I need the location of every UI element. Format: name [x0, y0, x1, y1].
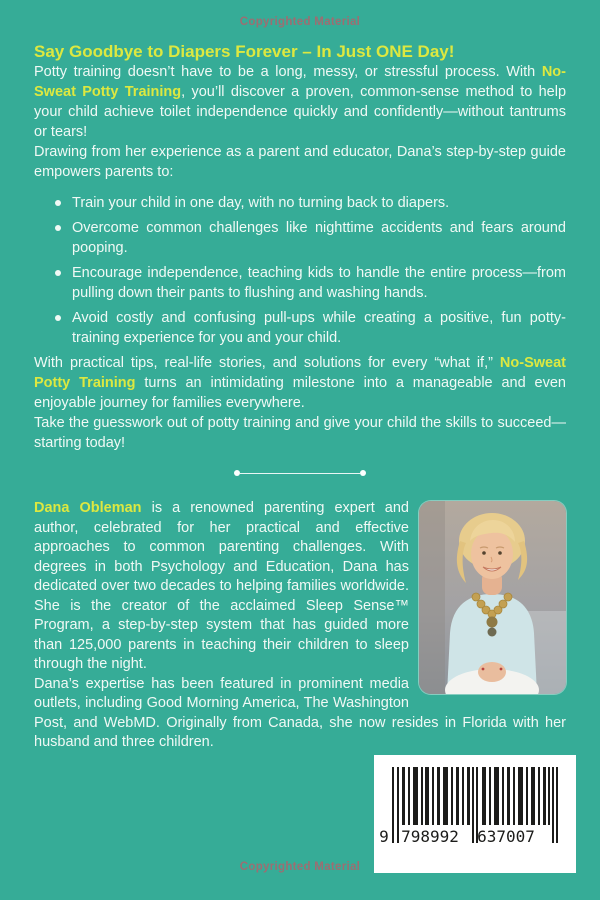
benefit-item: Avoid costly and confusing pull-ups while creating a positive, fun potty-training experience for you and your child. — [34, 308, 566, 348]
author-bio-section — [34, 499, 566, 753]
copyright-bottom-label: Copyrighted Material — [239, 861, 361, 873]
divider-line — [240, 473, 360, 474]
author-portrait-illustration — [419, 501, 566, 694]
benefits-text-post: turns an intimidating milestone into a manageable and even enjoyable journey for families everywhere. — [34, 375, 566, 411]
benefits-text-pre: With practical tips, real-life stories, and solutions for every “what if,” — [34, 355, 500, 371]
book-title-highlight: No-Sweat Potty Training — [34, 64, 566, 100]
intro-paragraph — [34, 62, 566, 142]
benefits-list — [34, 193, 566, 348]
intro-text-post: , you’ll discover a proven, common-sense method to help your child achieve toilet independence quickly and confidently—without tantrums or tears! — [34, 84, 567, 140]
barcode-digit-group-left: 798992 — [401, 827, 459, 846]
benefit-item: Encourage independence, teaching kids to handle the entire process—from pulling down their pants to flushing and washing hands. — [34, 263, 566, 303]
barcode-digit-lead: 9 — [379, 827, 389, 846]
book-title-highlight: No-Sweat Potty Training — [34, 355, 566, 391]
intro-text-pre: Potty training doesn’t have to be a long, messy, or stressful process. With — [34, 64, 542, 80]
benefits-paragraph — [34, 353, 566, 413]
cta-paragraph: Take the guesswork out of potty training and give your child the skills to succeed—starting today! — [34, 415, 566, 451]
benefit-item: Train your child in one day, with no turning back to diapers. — [34, 193, 566, 213]
barcode — [374, 755, 576, 873]
author-name-highlight: Dana Obleman — [34, 500, 142, 516]
media-paragraph: Dana’s expertise has been featured in prominent media outlets, including Good Morning America, The Washington Post, and WebMD. Originally from Canada, she now resides in Florida with her husband and three children. — [34, 675, 566, 750]
bio-text: is a renowned parenting expert and author, celebrated for her practical and effective approaches to common parenting challenges. With degrees in both Psychology and Education, Dana has dedicated over two decades to helping families worldwide. She is the creator of the acclaimed Sleep Sense™ Program, a step-by-step system that has guided more than 125,000 parents in teaching their children to sleep through the night. — [34, 500, 409, 672]
section-divider — [234, 470, 366, 476]
barcode-digit-group-right: 637007 — [477, 827, 535, 846]
tagline-headline: Say Goodbye to Diapers Forever – In Just ONE Day! — [34, 42, 455, 61]
copyright-top-label: Copyrighted Material — [239, 16, 361, 28]
lead-in-paragraph: Drawing from her experience as a parent and educator, Dana’s step-by-step guide empowers parents to: — [34, 144, 566, 180]
author-photo — [419, 501, 566, 694]
back-cover-content — [0, 41, 600, 753]
benefit-item: Overcome common challenges like nighttime accidents and fears around pooping. — [34, 218, 566, 258]
barcode-digits — [374, 827, 576, 847]
divider-dot-icon — [360, 470, 366, 476]
